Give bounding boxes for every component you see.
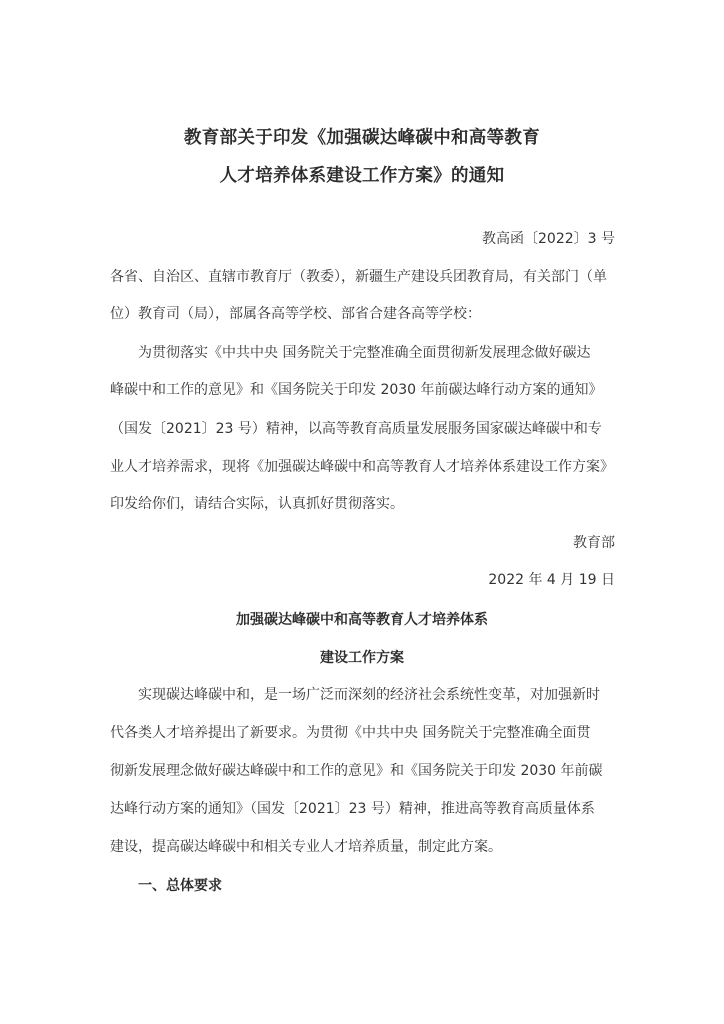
notice-title-line-2: 人才培养体系建设工作方案》的通知 bbox=[219, 166, 505, 186]
addressee-line: 各省、自治区、直辖市教育厅（教委），新疆生产建设兵团教育局，有关部门（单 bbox=[110, 269, 607, 285]
body-paragraph-line: 印发给你们，请结合实际，认真抓好贯彻落实。 bbox=[110, 496, 404, 512]
plan-intro-line: 建设，提高碳达峰碳中和相关专业人才培养质量，制定此方案。 bbox=[110, 839, 502, 855]
issue-date: 2022 年 4 月 19 日 bbox=[488, 572, 615, 588]
plan-intro-line: 实现碳达峰碳中和，是一场广泛而深刻的经济社会系统性变革，对加强新时 bbox=[138, 687, 600, 703]
body-paragraph-line: 为贯彻落实《中共中央 国务院关于完整准确全面贯彻新发展理念做好碳达 bbox=[138, 345, 591, 361]
plan-intro-line: 代各类人才培养提出了新要求。为贯彻《中共中央 国务院关于完整准确全面贯 bbox=[110, 725, 591, 741]
plan-heading-line-2: 建设工作方案 bbox=[320, 650, 404, 666]
addressee-line: 位）教育司（局），部属各高等学校、部省合建各高等学校： bbox=[110, 306, 481, 322]
section-heading-general-requirements: 一、总体要求 bbox=[138, 878, 222, 894]
body-paragraph-line: 业人才培养需求，现将《加强碳达峰碳中和高等教育人才培养体系建设工作方案》 bbox=[110, 459, 614, 475]
notice-title-line-1: 教育部关于印发《加强碳达峰碳中和高等教育 bbox=[184, 128, 540, 148]
issuer-signature: 教育部 bbox=[573, 535, 615, 551]
plan-intro-line: 达峰行动方案的通知》（国发〔2021〕23 号）精神，推进高等教育高质量体系 bbox=[110, 801, 595, 817]
document-number: 教高函〔2022〕3 号 bbox=[482, 231, 615, 247]
body-paragraph-line: 峰碳中和工作的意见》和《国务院关于印发 2030 年前碳达峰行动方案的通知》 bbox=[110, 382, 603, 398]
plan-intro-line: 彻新发展理念做好碳达峰碳中和工作的意见》和《国务院关于印发 2030 年前碳 bbox=[110, 763, 603, 779]
body-paragraph-line: （国发〔2021〕23 号）精神，以高等教育高质量发展服务国家碳达峰碳中和专 bbox=[110, 421, 602, 437]
plan-heading-line-1: 加强碳达峰碳中和高等教育人才培养体系 bbox=[236, 612, 488, 628]
